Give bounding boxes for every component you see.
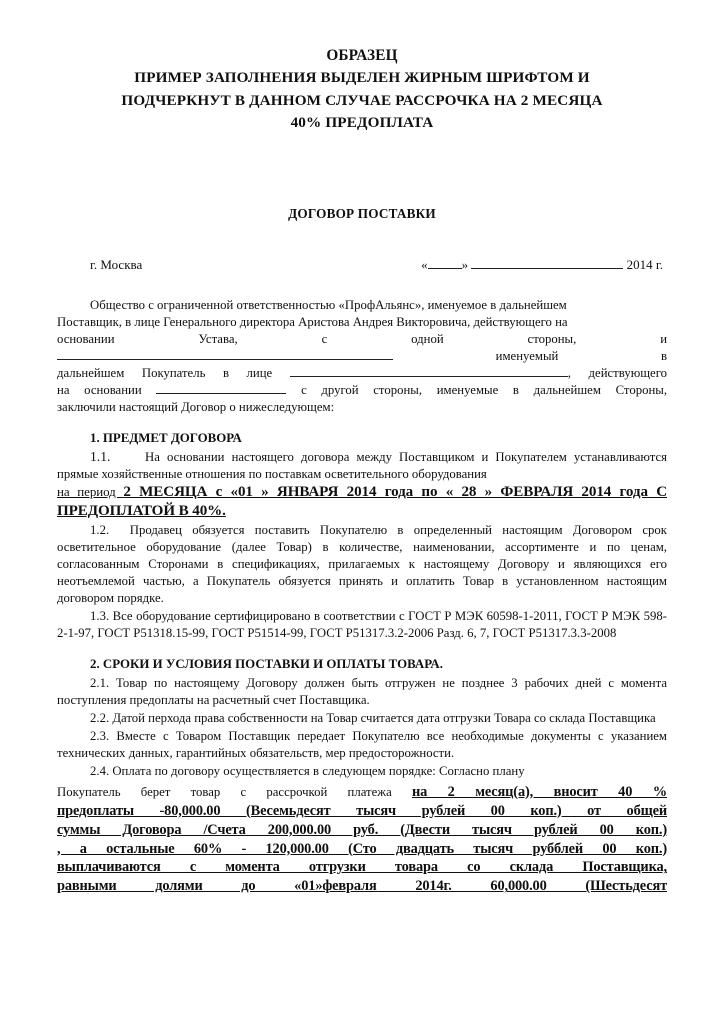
clause-1-2-number: 1.2. [90, 523, 110, 538]
payment-plan-line-2: предоплаты -80,000.00 (Весемьдесят тысяч рублей 00 коп.) от общей [57, 802, 667, 819]
clause-1-2-text: Продавец обязуется поставить Покупателю в определенный настоящим Договором срок осветительное оборудование (далее Товар) в количестве, наименовании, ассортименте и по ценам, согласованным Сторонами в спецификациях, прилагаемых к настоящему Договору и являющихся его неотъемлемой частью, а Покупатель обязуется принять и оплатить Товар в установленном настоящим договором порядке. [57, 523, 668, 606]
preamble-l3-e: стороны, [527, 331, 577, 346]
preamble-l5-b: , действующего [567, 365, 668, 380]
buyer-name-blank[interactable] [57, 359, 393, 360]
clause-1-3 [57, 608, 667, 642]
preamble-line-1: Общество с ограниченной ответственностью «ПрофАльянс», именуемое в дальнейшем [90, 297, 567, 312]
preamble-l6-b: с другой стороны, именуемые в дальнейшем Стороны, [301, 382, 668, 397]
contract-title: ДОГОВОР ПОСТАВКИ [288, 205, 436, 221]
preamble-line-2: Поставщик, в лице Генерального директора Аристова Андрея Викторовича, действующего на [57, 314, 568, 329]
notice-line-1: ОБРАЗЕЦ [326, 47, 398, 64]
signing-date-blanks [421, 257, 663, 273]
preamble-l4-tail: именуемый [495, 348, 559, 363]
buyer-basis-blank[interactable] [156, 393, 286, 394]
notice-line-4: 40% ПРЕДОПЛАТА [290, 114, 434, 132]
clause-1-1-number: 1.1. [90, 448, 111, 464]
preamble-line-3 [57, 331, 667, 348]
preamble-l3-f: и [660, 331, 668, 346]
date-year: 2014 г. [626, 256, 663, 272]
preamble-line-4 [57, 348, 667, 365]
clause-1-3-text: Все оборудование сертифицировано в соответствии с ГОСТ Р МЭК 60598-1-2011, ГОСТ Р МЭК 598-2-1-97, ГОСТ Р51318.15-99, ГОСТ Р51514-99, ГОСТ Р51317.3.2-2006 Разд. 6, 7, ГОСТ Р51317.3.3-2008 [57, 609, 667, 641]
preamble-l3-b: Устава, [198, 331, 238, 346]
date-month-blank[interactable] [471, 268, 623, 269]
clause-2-3-number: 2.3. [90, 728, 110, 743]
clause-2-1-text: Товар по настоящему Договору должен быть отгружен не позднее 3 рабочих дней с момента поступления предоплаты на расчетный счет Поставщика. [57, 675, 668, 707]
payment-plan-lead: Покупатель берет товар с рассрочкой платежа [57, 784, 412, 799]
preamble-l6-a: на основании [57, 382, 142, 397]
preamble-l3-d: одной [411, 331, 444, 346]
buyer-representative-blank[interactable] [290, 376, 568, 377]
clause-2-2-number: 2.2. [90, 710, 110, 725]
clause-1-1-filled-term [57, 483, 667, 521]
preamble-line-5 [57, 365, 667, 382]
preamble-l3-a: основании [57, 331, 115, 346]
clause-2-4 [57, 763, 667, 780]
sample-notice-header [57, 0, 667, 135]
place-of-signing: г. Москва [90, 256, 143, 272]
payment-plan-line-3: суммы Договора /Счета 200,000.00 руб. (Двести тысяч рублей 00 коп.) [57, 821, 667, 838]
clause-2-2-text: Датой перхода права собственности на Товар считается дата отгрузки Товара со склада Поставщика [112, 710, 656, 725]
notice-line-3: ПОДЧЕРКНУТ В ДАННОМ СЛУЧАЕ РАССРОЧКА НА 2 МЕСЯЦА [121, 91, 603, 109]
clause-1-1-text: На основании настоящего договора между Поставщиком и Покупателем устанавливаются прямые хозяйственные отношения по поставкам осветительного оборудования [57, 449, 667, 481]
clause-1-1-filled-value: 2 МЕСЯЦА с «01 » ЯНВАРЯ 2014 года по « 28 » ФЕВРАЛЯ 2014 года С ПРЕДОПЛАТОЙ В 40%. [57, 484, 667, 520]
payment-plan-value-1: на 2 месяц(а), вносит 40 % [412, 783, 667, 800]
clause-2-1 [57, 675, 667, 709]
preamble-line-6 [57, 382, 667, 399]
payment-plan-line-5: выплачиваются с момента отгрузки товара со склада Поставщика, [57, 859, 667, 876]
clause-2-2 [57, 710, 667, 727]
section-2-heading: 2. СРОКИ И УСЛОВИЯ ПОСТАВКИ И ОПЛАТЫ ТОВАРА. [90, 657, 443, 672]
clause-1-3-number: 1.3. [90, 609, 110, 624]
payment-plan-line-6: равными долями до «01»февраля 2014г. 60,000.00 (Шестьдесят [57, 878, 667, 895]
place-and-date-row [57, 257, 667, 273]
clause-1-2 [57, 522, 667, 607]
clause-2-4-text: Оплата по договору осуществляется в следующем порядке: Согласно плану [112, 763, 525, 778]
preamble-line-7: заключили настоящий Договор о нижеследующем: [57, 399, 335, 414]
payment-plan-block [57, 783, 667, 897]
date-quote-open: « [421, 256, 428, 272]
preamble-l3-c: с [321, 331, 328, 346]
clause-2-3 [57, 728, 667, 762]
clause-1-1 [57, 448, 667, 483]
preamble-block [57, 297, 667, 416]
payment-plan-line-4: , а остальные 60% - 120,000.00 (Сто двадцать тысяч рубблей 00 коп.) [57, 840, 667, 857]
clause-2-1-number: 2.1. [90, 675, 110, 690]
preamble-l5-a: дальнейшем Покупатель в лице [57, 365, 273, 380]
section-1-heading: 1. ПРЕДМЕТ ДОГОВОРА [90, 430, 242, 445]
notice-line-2: ПРИМЕР ЗАПОЛНЕНИЯ ВЫДЕЛЕН ЖИРНЫМ ШРИФТОМ И [134, 69, 590, 87]
payment-plan-line-1 [57, 783, 667, 802]
preamble-l4-end: в [660, 348, 668, 363]
date-day-blank[interactable] [428, 268, 462, 269]
clause-1-1-lead: на период [57, 484, 124, 499]
clause-2-4-number: 2.4. [90, 763, 110, 778]
date-quote-close: » [461, 256, 469, 272]
clause-2-3-text: Вместе с Товаром Поставщик передает Покупателю все необходимые документы с указанием технических данных, гарантийных обязательств, мер предосторожности. [57, 728, 667, 760]
